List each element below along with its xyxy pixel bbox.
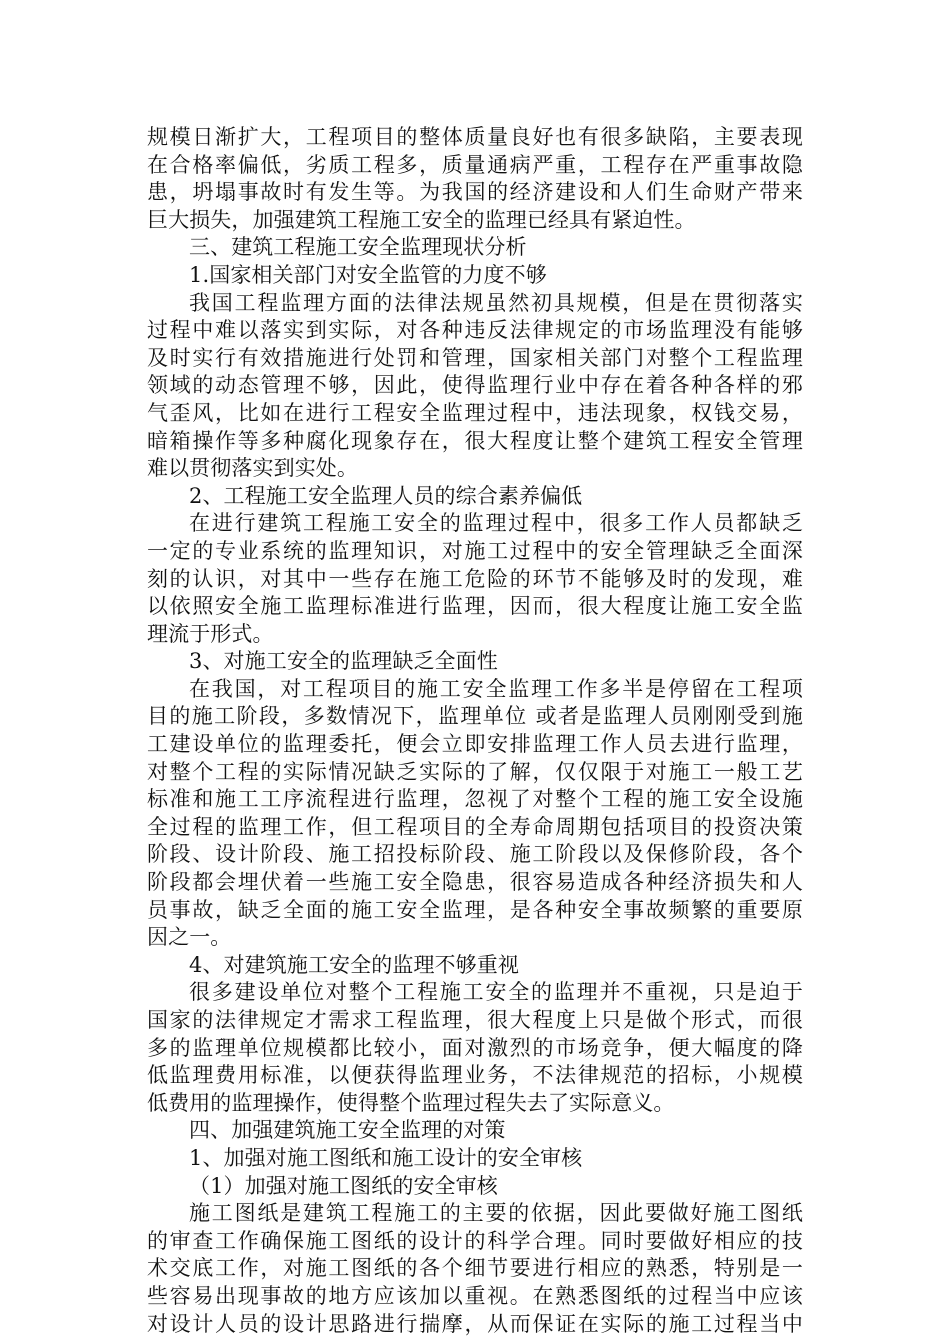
text-line: 的审查工作确保施工图纸的设计的科学合理。同时要做好相应的技 bbox=[147, 1228, 803, 1253]
text-line: 四、加强建筑施工安全监理的对策 bbox=[189, 1118, 506, 1143]
text-line: 术交底工作，对施工图纸的各个细节要进行相应的熟悉，特别是一 bbox=[147, 1256, 803, 1281]
text-line: 3、对施工安全的监理缺乏全面性 bbox=[189, 649, 498, 674]
document-page bbox=[147, 124, 803, 1338]
text-line: 领域的动态管理不够，因此，使得监理行业中存在着各种各样的邪 bbox=[147, 373, 803, 398]
text-line: 阶段都会埋伏着一些施工安全隐患，很容易造成各种经济损失和人 bbox=[147, 870, 803, 895]
text-line: 标准和施工工序流程进行监理，忽视了对整个工程的施工安全设施 bbox=[147, 787, 803, 812]
text-line: 施工图纸是建筑工程施工的主要的依据，因此要做好施工图纸 bbox=[189, 1201, 803, 1226]
text-line: 目的施工阶段，多数情况下，监理单位 或者是监理人员刚刚受到施 bbox=[147, 704, 803, 729]
text-line: 阶段、设计阶段、施工招投标阶段、施工阶段以及保修阶段，各个 bbox=[147, 842, 803, 867]
text-line: 在进行建筑工程施工安全的监理过程中，很多工作人员都缺乏 bbox=[189, 511, 803, 536]
text-line: 刻的认识，对其中一些存在施工危险的环节不能够及时的发现，难 bbox=[147, 566, 803, 591]
text-line: 因之一。 bbox=[147, 925, 232, 950]
text-line: 以依照安全施工监理标准进行监理，因而，很大程度让施工安全监 bbox=[147, 594, 803, 619]
text-line: 难以贯彻落实到实处。 bbox=[147, 456, 358, 481]
text-line: 工建设单位的监理委托，便会立即安排监理工作人员去进行监理， bbox=[147, 732, 803, 757]
text-line: 在我国，对工程项目的施工安全监理工作多半是停留在工程项 bbox=[189, 676, 803, 701]
text-line: 及时实行有效措施进行处罚和管理，国家相关部门对整个工程监理 bbox=[147, 345, 803, 370]
text-line: 2、工程施工安全监理人员的综合素养偏低 bbox=[189, 483, 583, 508]
text-line: （1）加强对施工图纸的安全审核 bbox=[189, 1173, 498, 1198]
text-line: 气歪风，比如在进行工程安全监理过程中，违法现象，权钱交易， bbox=[147, 400, 803, 425]
text-line: 我国工程监理方面的法律法规虽然初具规模，但是在贯彻落实 bbox=[189, 290, 803, 315]
text-line: 规模日渐扩大，工程项目的整体质量良好也有很多缺陷，主要表现 bbox=[147, 125, 803, 149]
text-line: 些容易出现事故的地方应该加以重视。在熟悉图纸的过程当中应该 bbox=[147, 1283, 803, 1308]
text-line: 4、对建筑施工安全的监理不够重视 bbox=[189, 952, 519, 977]
text-line: 暗箱操作等多种腐化现象存在，很大程度让整个建筑工程安全管理 bbox=[147, 428, 803, 453]
text-line: 巨大损失，加强建筑工程施工安全的监理已经具有紧迫性。 bbox=[147, 207, 696, 232]
text-line: 在合格率偏低，劣质工程多，质量通病严重，工程存在严重事故隐 bbox=[147, 152, 803, 177]
text-line: 低费用的监理操作，使得整个监理过程失去了实际意义。 bbox=[147, 1090, 675, 1115]
text-line: 1.国家相关部门对安全监管的力度不够 bbox=[189, 262, 547, 287]
text-line: 三、建筑工程施工安全监理现状分析 bbox=[189, 235, 527, 260]
text-line: 国家的法律规定才需求工程监理，很大程度上只是做个形式，而很 bbox=[147, 1008, 803, 1032]
text-line: 对设计人员的设计思路进行揣摩，从而保证在实际的施工过程当中 bbox=[147, 1311, 803, 1336]
text-line: 很多建设单位对整个工程施工安全的监理并不重视，只是迫于 bbox=[189, 980, 803, 1005]
text-line: 过程中难以落实到实际，对各种违反法律规定的市场监理没有能够 bbox=[147, 318, 803, 343]
text-line: 理流于形式。 bbox=[147, 621, 274, 646]
text-line: 1、加强对施工图纸和施工设计的安全审核 bbox=[189, 1145, 583, 1170]
text-line: 患，坍塌事故时有发生等。为我国的经济建设和人们生命财产带来 bbox=[147, 180, 803, 205]
text-line: 对整个工程的实际情况缺乏实际的了解，仅仅限于对施工一般工艺 bbox=[147, 759, 803, 784]
text-line: 一定的专业系统的监理知识，对施工过程中的安全管理缺乏全面深 bbox=[147, 538, 803, 563]
text-line: 低监理费用标准，以便获得监理业务，不法律规范的招标，小规模 bbox=[147, 1063, 803, 1088]
text-line: 多的监理单位规模都比较小，面对激烈的市场竞争，便大幅度的降 bbox=[147, 1035, 803, 1060]
text-line: 员事故，缺乏全面的施工安全监理，是各种安全事故频繁的重要原 bbox=[147, 897, 803, 922]
text-line: 全过程的监理工作，但工程项目的全寿命周期包括项目的投资决策 bbox=[147, 814, 803, 839]
